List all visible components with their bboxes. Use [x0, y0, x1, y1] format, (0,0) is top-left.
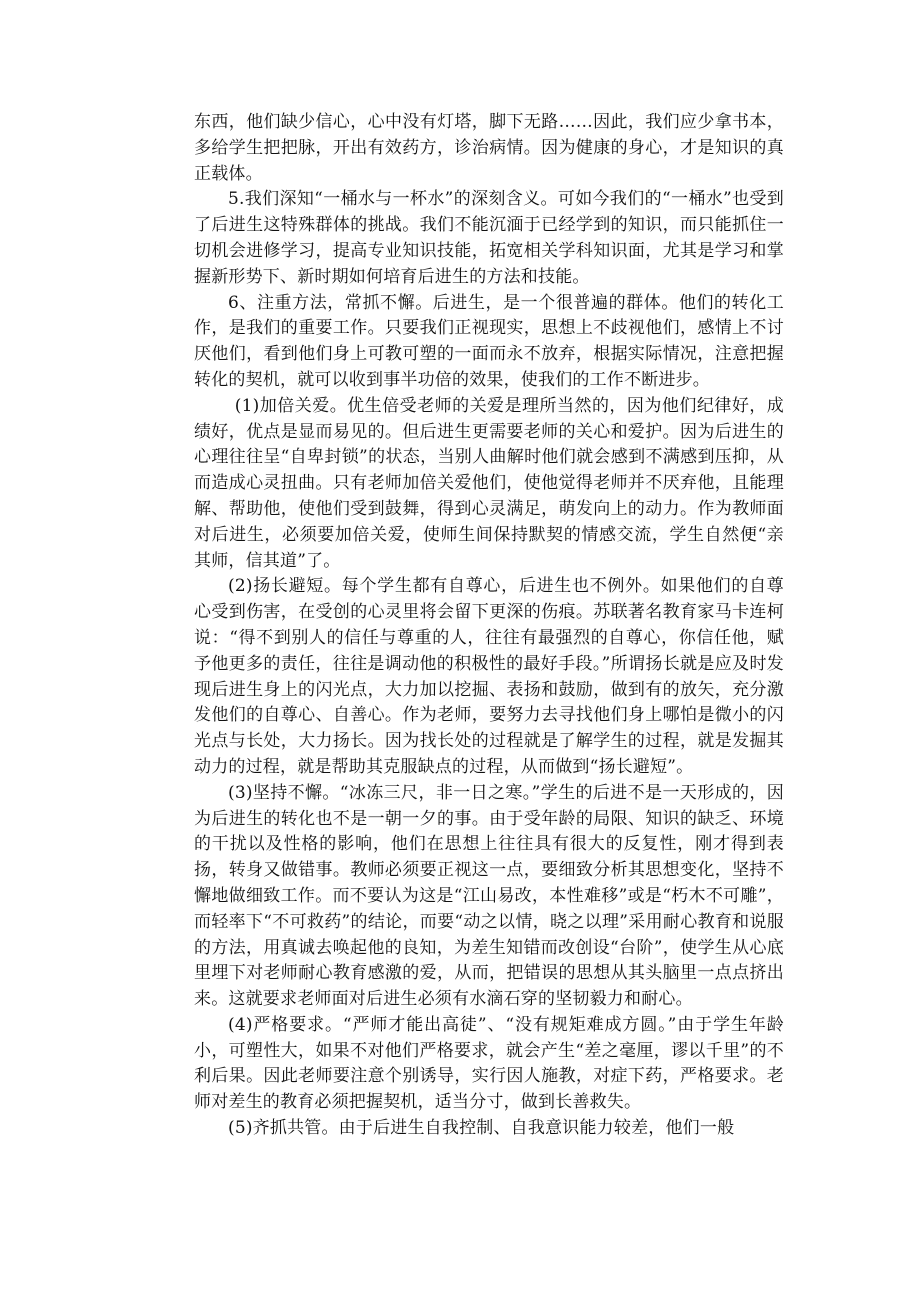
paragraph-subitem-4: (4)严格要求。“严师才能出高徒”、“没有规矩难成方圆。”由于学生年龄小，可塑性大，如果不对他们严格要求，就会产生“差之毫厘，谬以千里”的不利后果。因此老师要注意个别诱导，实行因人施教，对症下药，严格要求。老师对差生的教育必须把握契机，适当分寸，做到长善救失。: [194, 1014, 784, 1113]
paragraph-item-6: 6、注重方法，常抓不懈。后进生，是一个很普遍的群体。他们的转化工作，是我们的重要工作。只要我们正视现实，思想上不歧视他们，感情上不讨厌他们，看到他们身上可教可塑的一面而永不放弃，根据实际情况，注意把握转化的契机，就可以收到事半功倍的效果，使我们的工作不断进步。: [194, 292, 784, 390]
paragraph-subitem-1: (1)加倍关爱。优生倍受老师的关爱是理所当然的，因为他们纪律好，成绩好，优点是显而易见的。但后进生更需要老师的关心和爱护。因为后进生的心理往往呈“自卑封锁”的状态，当别人曲解时他们就会感到不满感到压抑，从而造成心灵扭曲。只有老师加倍关爱他们，使他觉得老师并不厌弃他，且能理解、帮助他，使他们受到鼓舞，得到心灵满足，萌发向上的动力。作为教师面对后进生，必须要加倍关爱，使师生间保持默契的情感交流，学生自然便“亲其师，信其道”了。: [194, 395, 784, 571]
document-body: [194, 110, 784, 1142]
paragraph-continuation: 东西，他们缺少信心，心中没有灯塔，脚下无路……因此，我们应少拿书本，多给学生把把脉，开出有效药方，诊治病情。因为健康的身心，才是知识的真正载体。: [194, 112, 784, 184]
paragraph-subitem-5: (5)齐抓共管。由于后进生自我控制、自我意识能力较差，他们一般: [228, 1118, 735, 1139]
paragraph-item-5: 5.我们深知“一桶水与一杯水”的深刻含义。可如今我们的“一桶水”也受到了后进生这特殊群体的挑战。我们不能沉湎于已经学到的知识，而只能抓住一切机会进修学习，提高专业知识技能，拓宽相关学科知识面，尤其是学习和掌握新形势下、新时期如何培育后进生的方法和技能。: [194, 189, 784, 287]
paragraph-subitem-3: (3)坚持不懈。“冰冻三尺，非一日之寒。”学生的后进不是一天形成的，因为后进生的转化也不是一朝一夕的事。由于受年龄的局限、知识的缺乏、环境的干扰以及性格的影响，他们在思想上往往具有很大的反复性，刚才得到表扬，转身又做错事。教师必须要正视这一点，要细致分析其思想变化，坚持不懈地做细致工作。而不要认为这是“江山易改，本性难移”或是“朽木不可雕”，而轻率下“不可救药”的结论，而要“动之以情，晓之以理”采用耐心教育和说服的方法，用真诚去唤起他的良知，为差生知错而改创设“台阶”，使学生从心底里埋下对老师耐心教育感激的爱，从而，把错误的思想从其头脑里一点点挤出来。这就要求老师面对后进生必须有水滴石穿的坚韧毅力和耐心。: [194, 782, 784, 1010]
paragraph-subitem-2: (2)扬长避短。每个学生都有自尊心，后进生也不例外。如果他们的自尊心受到伤害，在受创的心灵里将会留下更深的伤痕。苏联著名教育家马卡连柯说：“得不到别人的信任与尊重的人，往往有最强烈的自尊心，你信任他，赋予他更多的责任，往往是调动他的积极性的最好手段。”所谓扬长就是应及时发现后进生身上的闪光点，大力加以挖掘、表扬和鼓励，做到有的放矢，充分激发他们的自尊心、自善心。作为老师，要努力去寻找他们身上哪怕是微小的闪光点与长处，大力扬长。因为找长处的过程就是了解学生的过程，就是发掘其动力的过程，就是帮助其克服缺点的过程，从而做到“扬长避短”。: [194, 576, 784, 777]
